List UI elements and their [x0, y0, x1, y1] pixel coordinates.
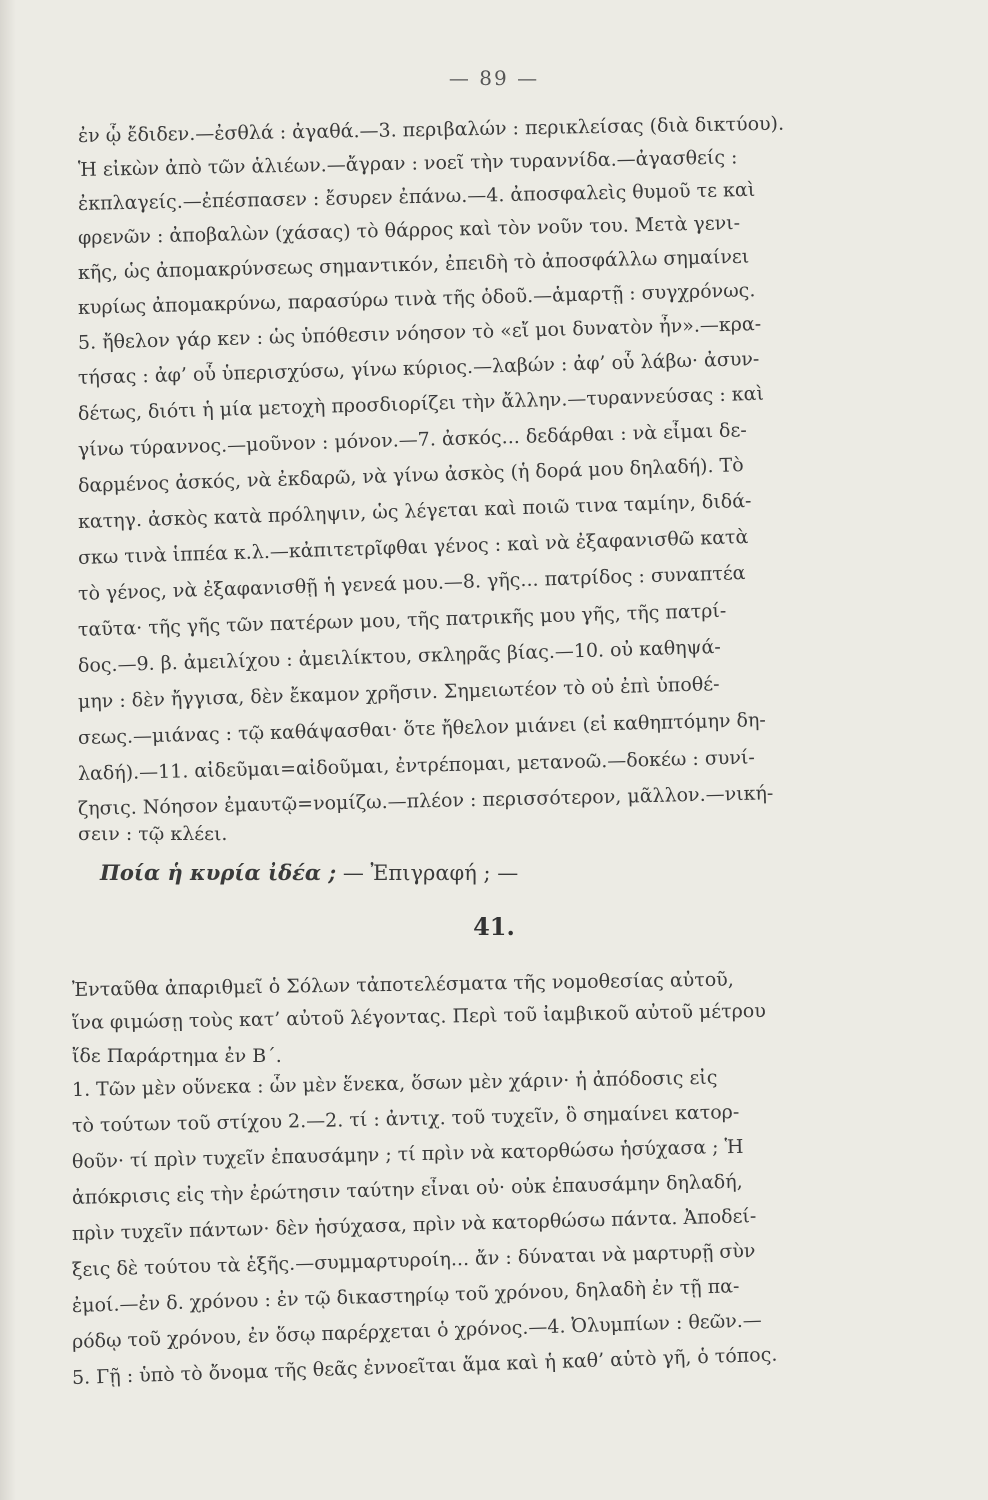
text-line: δος.—9. β. ἀμειλίχου : ἀμειλίκτου, σκληρᾶς βίας.—10. οὐ καθηψά- [77, 635, 722, 677]
text-line: ταῦτα· τῆς γῆς τῶν πατέρων μου, τῆς πατρικῆς μου γῆς, τῆς πατρί- [77, 599, 727, 641]
question-heading [100, 860, 518, 885]
text-line: κατηγ. ἀσκὸς κατὰ πρόληψιν, ὡς λέγεται καὶ ποιῶ τινα ταμίην, διδά- [77, 489, 752, 533]
text-line: ρόδῳ τοῦ χρόνου, ἐν ὅσῳ παρέρχεται ὁ χρόνος.—4. Ὀλυμπίων : θεῶν.— [71, 1309, 763, 1353]
question-heading-text: Ποία ἡ κυρία ἰδέα ; [100, 860, 337, 885]
text-line: κῆς, ὡς ἀπομακρύνσεως σημαντικόν, ἐπειδὴ τὸ ἀποσφάλλω σημαίνει [77, 245, 750, 284]
text-line: λαδή).—11. αἰδεῦμαι=αἰδοῦμαι, ἐντρέπομαι, μετανοῶ.—δοκέω : συνί- [77, 746, 756, 785]
text-line: Ἐνταῦθα ἀπαριθμεῖ ὁ Σόλων τἀποτελέσματα τῆς νομοθεσίας αὐτοῦ, [71, 968, 734, 1001]
text-line: σεως.—μιάνας : τῷ καθάψασθαι· ὅτε ἤθελον μιάνει (εἰ καθηπτόμην δη- [77, 708, 767, 749]
text-line: ἴδε Παράρτημα ἐν Β΄. [72, 1045, 282, 1067]
text-line: Ἡ εἰκὼν ἀπὸ τῶν ἁλιέων.—ἄγραν : νοεῖ τὴν τυραννίδα.—ἀγασθείς : [77, 146, 738, 181]
text-line: δαρμένος ἀσκός, νὰ ἐκδαρῶ, νὰ γίνω ἀσκὸς (ἡ δορά μου δηλαδή). Τὸ [77, 454, 745, 497]
text-line: 5. Γῇ : ὑπὸ τὸ ὄνομα τῆς θεᾶς ἐννοεῖται ἅμα καὶ ἡ καθ’ αὑτὸ γῆ, ὁ τόπος. [71, 1343, 778, 1389]
text-line: σκω τινὰ ἱππέα κ.λ.—κἀπιτετρῖφθαι γένος : καὶ νὰ ἐξαφανισθῶ κατὰ [77, 525, 749, 569]
text-line: σειν : τῷ κλέει. [78, 823, 228, 845]
page-number: — 89 — [448, 66, 540, 90]
text-line: τὸ γένος, νὰ ἐξαφανισθῇ ἡ γενεά μου.—8. γῆς... πατρίδος : συναπτέα [77, 562, 746, 605]
text-line: φρενῶν : ἀποβαλὼν (χάσας) τὸ θάρρος καὶ τὸν νοῦν του. Μετὰ γενι- [77, 211, 741, 249]
text-line: ἀπόκρισις εἰς τὴν ἐρώτησιν ταύτην εἶναι οὐ· οὐκ ἐπαυσάμην δηλαδή, [71, 1170, 743, 1209]
text-line: ἐν ᾧ ἔδιδεν.—ἐσθλά : ἀγαθά.—3. περιβαλών : περικλείσας (διὰ δικτύου). [77, 112, 785, 147]
text-line: ξεις δὲ τούτου τὰ ἑξῆς.—συμμαρτυροίη... ἄν : δύναται νὰ μαρτυρῇ σὺν [71, 1239, 756, 1281]
text-line: δέτως, διότι ἡ μία μετοχὴ προσδιορίζει τὴν ἄλλην.—τυραννεύσας : καὶ [77, 382, 765, 425]
text-line: ζησις. Νόησον ἐμαυτῷ=νομίζω.—πλέον : περισσότερον, μᾶλλον.—νική- [77, 782, 774, 820]
question-heading-rest: — Ἐπιγραφή ; — [336, 861, 519, 885]
text-line: τήσας : ἀφ’ οὗ ὑπερισχύσω, γίνω κύριος.—λαβών : ἀφ’ οὗ λάβω· ἀσυν- [77, 347, 760, 389]
text-line: μην : δὲν ἤγγισα, δὲν ἔκαμον χρῆσιν. Σημειωτέον τὸ οὐ ἐπὶ ὑποθέ- [77, 673, 720, 713]
text-line: γίνω τύραννος.—μοῦνον : μόνον.—7. ἀσκός... δεδάρθαι : νὰ εἶμαι δε- [77, 419, 748, 461]
text-line: 1. Τῶν μὲν οὕνεκα : ὧν μὲν ἕνεκα, ὅσων μὲν χάριν· ἡ ἀπόδοσις εἰς [71, 1066, 718, 1101]
text-line: θοῦν· τί πρὶν τυχεῖν ἐπαυσάμην ; τί πρὶν νὰ κατορθώσω ἡσύχασα ; Ἡ [71, 1135, 744, 1173]
text-line: ἵνα φιμώσῃ τοὺς κατ’ αὐτοῦ λέγοντας. Περὶ τοῦ ἰαμβικοῦ αὐτοῦ μέτρου [71, 999, 767, 1034]
text-line: ἐμοί.—ἐν δ. χρόνου : ἐν τῷ δικαστηρίῳ τοῦ χρόνου, δηλαδὴ ἐν τῇ πα- [71, 1275, 740, 1317]
text-line: τὸ τούτων τοῦ στίχου 2.—2. τί : ἀντιχ. τοῦ τυχεῖν, ὃ σημαίνει κατορ- [71, 1101, 740, 1137]
text-line: ἐκπλαγείς.—ἐπέσπασεν : ἔσυρεν ἐπάνω.—4. ἀποσφαλεὶς θυμοῦ τε καὶ [77, 178, 756, 215]
text-line: 5. ἤθελον γάρ κεν : ὡς ὑπόθεσιν νόησον τὸ «εἴ μοι δυνατὸν ἦν».—κρα- [77, 312, 762, 354]
text-line: πρὶν τυχεῖν πάντων· δὲν ἡσύχασα, πρὶν νὰ κατορθώσω πάντα. Ἀποδεί- [71, 1205, 757, 1245]
text-line: κυρίως ἀπομακρύνω, παρασύρω τινὰ τῆς ὁδοῦ.—ἁμαρτῇ : συγχρόνως. [77, 279, 756, 319]
section-number: 41. [473, 912, 515, 941]
binding-shadow [0, 0, 16, 1500]
